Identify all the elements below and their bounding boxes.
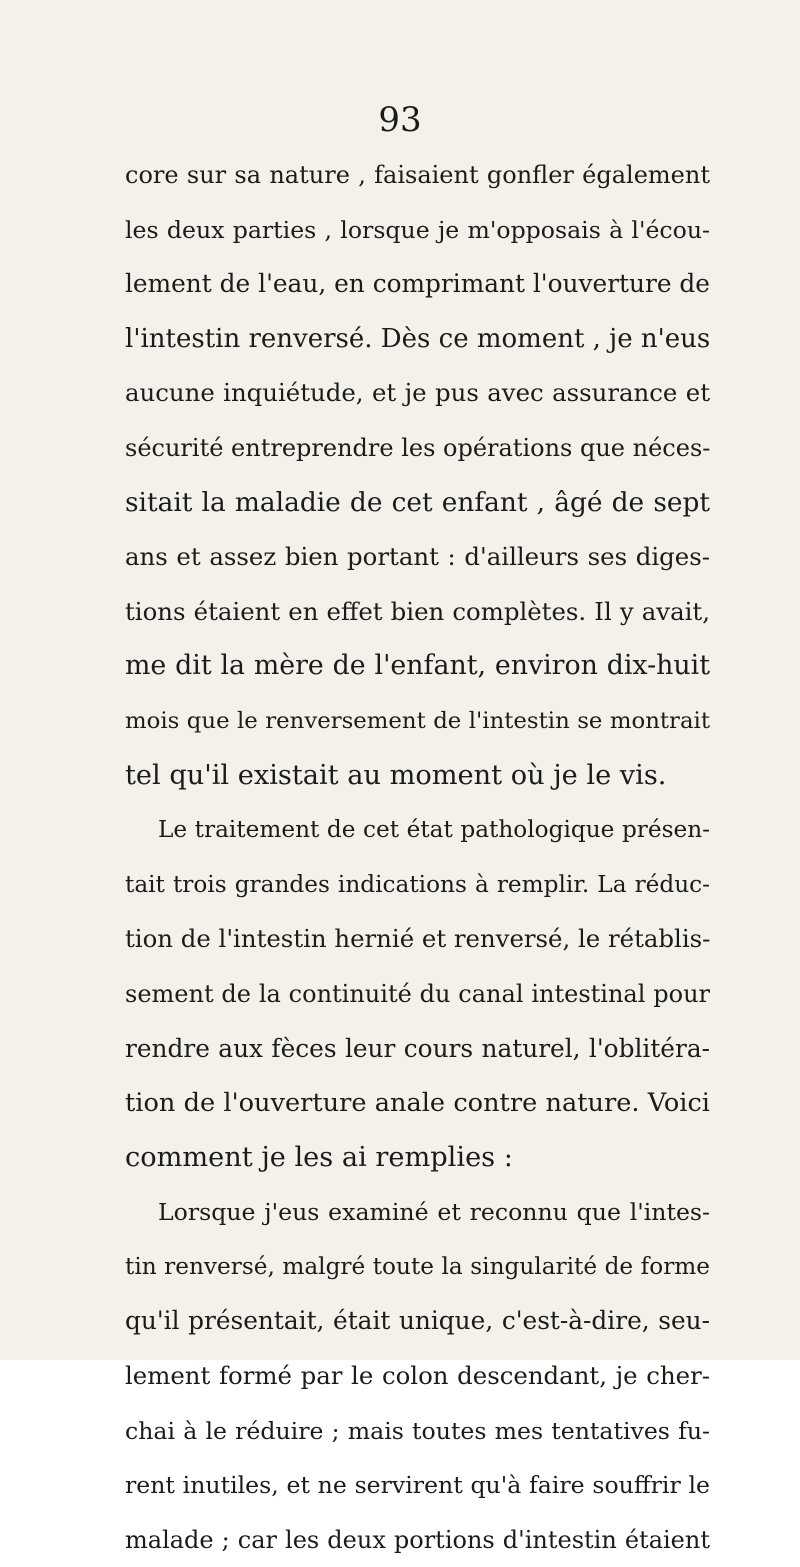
text-line: les deux parties , lorsque je m'opposais à l'écou-: [125, 215, 710, 244]
text-line: ans et assez bien portant : d'ailleurs ses diges-: [125, 542, 710, 572]
text-line: tion de l'ouverture anale contre nature. Voici: [125, 1088, 710, 1119]
body-text: [125, 148, 710, 1567]
text-line: tion de l'intestin hernié et renversé, le rétablis-: [125, 924, 711, 954]
text-line: lement formé par le colon descendant, je cher-: [125, 1361, 710, 1391]
text-line: Le traitement de cet état pathologique présen-: [158, 816, 710, 844]
text-line: sitait la maladie de cet enfant , âgé de sept: [125, 486, 710, 518]
text-line: mois que le renversement de l'intestin se montrait: [125, 707, 710, 734]
text-line: rent inutiles, et ne servirent qu'à faire souffrir le: [125, 1471, 710, 1500]
text-line: qu'il présentait, était unique, c'est-à-dire, seu-: [125, 1306, 710, 1336]
text-line: tions étaient en effet bien complètes. Il y avait,: [125, 596, 710, 626]
text-line: me dit la mère de l'enfant, environ dix-huit: [125, 650, 710, 682]
text-line: sement de la continuité du canal intestinal pour: [125, 979, 710, 1008]
text-line: core sur sa nature , faisaient gonfler également: [125, 161, 710, 189]
text-line: malade ; car les deux portions d'intestin étaient: [125, 1525, 710, 1554]
text-line: tin renversé, malgré toute la singularité de forme: [125, 1252, 710, 1280]
text-line: aucune inquiétude, et je pus avec assurance et: [125, 378, 710, 408]
text-line: Lorsque j'eus examiné et reconnu que l'intes-: [158, 1198, 710, 1227]
text-line: tait trois grandes indications à remplir. La réduc-: [125, 870, 710, 898]
text-line: lement de l'eau, en comprimant l'ouverture de: [125, 269, 710, 299]
text-line: tel qu'il existait au moment où je le vis.: [125, 759, 667, 791]
text-line: chai à le réduire ; mais toutes mes tentatives fu-: [125, 1416, 710, 1445]
text-line: rendre aux fèces leur cours naturel, l'oblitéra-: [125, 1033, 710, 1063]
text-line: l'intestin renversé. Dès ce moment , je n'eus: [125, 323, 711, 354]
text-line: sécurité entreprendre les opérations que néces-: [125, 433, 711, 462]
page-number: 93: [378, 100, 422, 140]
text-line: comment je les ai remplies :: [125, 1141, 513, 1173]
